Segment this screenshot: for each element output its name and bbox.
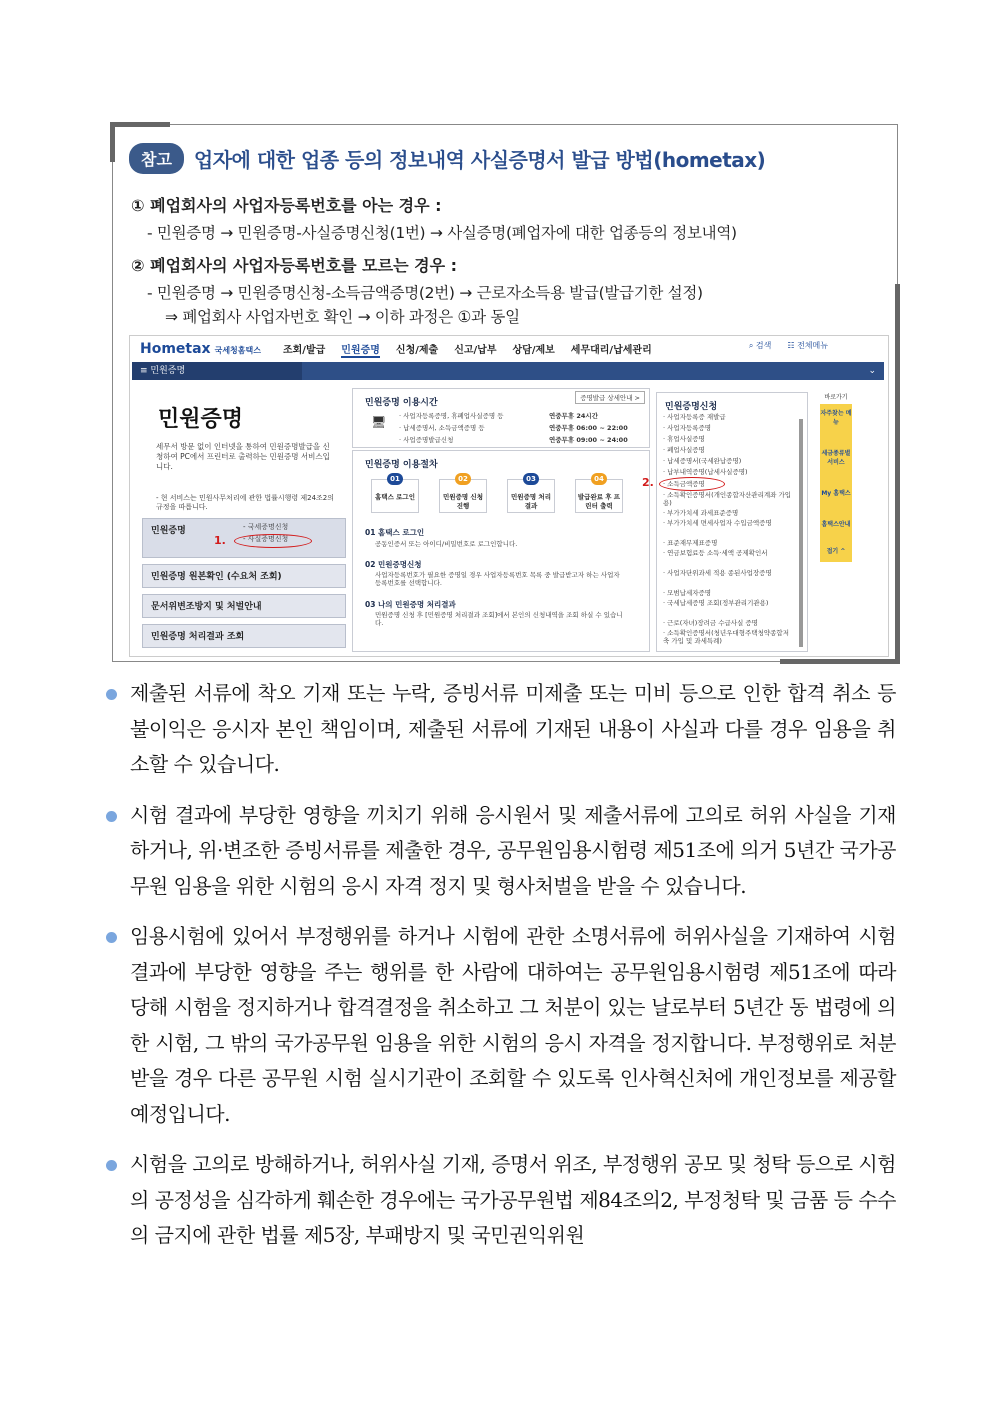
quick-link[interactable]: My 홈택스: [821, 490, 851, 497]
cert-item[interactable]: · 부가가치세 면세사업자 수입금액증명: [663, 519, 772, 527]
cert-item[interactable]: · 납부내역증명(납세사실증명): [663, 468, 748, 476]
procedure-title: 민원증명 이용절차: [365, 460, 438, 470]
menu-result-lookup[interactable]: 민원증명 처리결과 조회: [142, 624, 346, 648]
proc-1-title: 01 홈택스 로그인: [365, 528, 425, 537]
step-2: 민원증명 신청진행: [439, 479, 487, 513]
notice-item: 임용시험에 있어서 부정행위를 하거나 시험에 관한 소명서류에 허위사실을 기재하여 시험결과에 부당한 영향을 주는 행위를 한 사람에 대하여는 공무원임용시험령 제51조에 따라 당해 시험을 정지하거나 합격결정을 취소하고 그 처분이 있는 날로부터 5년간 동 법령에 의한 시험, 그 밖의 국가공무원 임용을 위한 시험의 응시 자격을 정지합니다. 부정행위로 처분받을 경우 다른 공무원 시험 실시기관이 조회할 수 있도록 인사혁신처에 개인정보를 제공할 예정입니다.: [106, 919, 896, 1132]
quick-links-column: [820, 404, 852, 562]
menu-original-check[interactable]: 민원증명 원본확인 (수요처 조회): [142, 564, 346, 588]
cert-item[interactable]: · 부가가치세 과세표준증명: [663, 509, 739, 517]
cert-item[interactable]: · 소득확인증명서(청년우대형주택청약종합저축 가입 및 과세특례): [663, 629, 789, 645]
menu-civil-cert[interactable]: 민원증명 - 국세증명신청 - 사실증명신청: [142, 518, 346, 558]
right-panel-title: 민원증명신청: [665, 402, 718, 412]
time-row-value: 연중무휴 09:00 ~ 24:00: [549, 436, 628, 444]
marker-2: 2.: [642, 476, 654, 489]
quick-links-title: 바로가기: [824, 394, 848, 401]
case2-desc: - 민원증명 → 민원증명신청-소득금액증명(2번) → 근로자소득용 발급(발급기한 설정): [147, 284, 703, 302]
proc-3-text: 민원증명 신청 후 [민원증명 처리결과 조회]에서 본인의 신청내역을 조회 하실 수 있습니다.: [375, 611, 623, 627]
chevron-down-icon[interactable]: ⌄: [868, 366, 876, 376]
cert-item[interactable]: · 폐업사실증명: [663, 446, 705, 454]
time-row-label: · 납세증명서, 소득금액증명 등: [399, 424, 485, 432]
sub-menu-fact-cert[interactable]: - 사실증명신청: [243, 535, 289, 543]
top-right-icons: [749, 340, 828, 351]
quick-link[interactable]: 자주찾는 메뉴: [820, 410, 852, 426]
right-panel: [656, 392, 808, 652]
reference-title: 업자에 대한 업종 등의 정보내역 사실증명서 발급 방법(hometax): [193, 148, 766, 172]
bullet-icon: [106, 689, 117, 700]
quick-link[interactable]: 홈택스안내: [821, 521, 851, 528]
step-1: 홈택스 로그인: [371, 479, 419, 513]
notice-list: [106, 676, 896, 1269]
menu-forgery-guide[interactable]: 문서위변조방지 및 처벌안내: [142, 594, 346, 618]
notice-item: 시험 결과에 부당한 영향을 끼치기 위해 응시원서 및 제출서류에 고의로 허위 사실을 기재하거나, 위·변조한 증빙서류를 제출한 경우, 공무원임용시험령 제51조에 의거 5년간 국가공무원 임용을 위한 시험의 응시 자격 정지 및 형사처벌을 받을 수 있습니다.: [106, 798, 896, 905]
time-row-value: 연중무휴 24시간: [549, 412, 598, 420]
cert-item[interactable]: · 국세납세증명 조회(정부관리기관용): [663, 599, 769, 607]
quick-link[interactable]: 세금종류별 서비스: [821, 450, 851, 466]
collapse-button[interactable]: 접기 ^: [826, 548, 846, 555]
cert-item[interactable]: · 소득확인증명서(개인종합자산관리계좌 가입용): [663, 491, 792, 507]
nav-item-active[interactable]: 민원증명: [341, 341, 380, 358]
cert-item-income[interactable]: · 소득금액증명: [663, 480, 705, 488]
cert-item[interactable]: · 연금보험료등 소득·세액 공제확인서: [663, 549, 768, 557]
step-number: 04: [591, 473, 607, 485]
nav-item[interactable]: 세무대리/납세관리: [570, 344, 652, 356]
menu-select[interactable]: ≡ 민원증명: [132, 362, 302, 380]
cert-item[interactable]: · 근로(자녀)장려금 수급사실 증명: [663, 619, 758, 627]
box-corner-accent: [895, 284, 900, 664]
notice-item: 시험을 고의로 방해하거나, 허위사실 기재, 증명서 위조, 부정행위 공모 및 청탁 등으로 시험의 공정성을 심각하게 훼손한 경우에는 국가공무원법 제84조의2, 부정청탁 및 금품 등 수수의 금지에 관한 법률 제5장, 부패방지 및 국민권익위원: [106, 1147, 896, 1254]
cert-item[interactable]: · 납세증명서(국세완납증명): [663, 457, 742, 465]
time-row-value: 연중무휴 06:00 ~ 22:00: [549, 424, 628, 432]
step-number: 01: [387, 473, 403, 485]
usage-time-box: [352, 388, 650, 448]
proc-2-text: 사업자등록번호가 필요한 증명일 경우 사업자등록번호 목록 중 발급받고자 하는 사업자등록번호를 선택합니다.: [375, 571, 620, 587]
proc-2-title: 02 민원증명신청: [365, 560, 422, 569]
intro-text: 세무서 방문 없이 인터넷을 통하여 민원증명발급을 신청하여 PC에서 프린터로 출력하는 민원증명 서비스입니다.: [156, 442, 330, 471]
monitor-icon: 🖥: [371, 415, 387, 429]
step-3: 민원증명 처리결과: [507, 479, 555, 513]
nav-item[interactable]: 신청/제출: [395, 344, 439, 356]
procedure-box: [352, 450, 650, 652]
proc-1-text: 공동인증서 또는 아이디/비밀번호로 로그인합니다.: [375, 540, 518, 548]
bullet-icon: [106, 1160, 117, 1171]
hometax-screenshot: [129, 335, 889, 657]
notice-item: 제출된 서류에 착오 기재 또는 누락, 증빙서류 미제출 또는 미비 등으로 인한 합격 취소 등 불이익은 응시자 본인 책임이며, 제출된 서류에 기재된 내용이 사실과 다를 경우 임용을 취소할 수 있습니다.: [106, 676, 896, 783]
menu-icon[interactable]: ☷ 전체메뉴: [787, 341, 828, 350]
case2-desc2: ⇒ 폐업회사 사업자번호 확인 → 이하 과정은 ①과 동일: [165, 308, 520, 326]
guide-button[interactable]: 증명발급 상세안내 >: [575, 391, 645, 404]
time-row-label: · 사업자등록증명, 휴폐업사실증명 등: [399, 412, 504, 420]
quick-links: [812, 392, 852, 562]
menu-bar: [132, 362, 884, 380]
scrollbar[interactable]: [799, 419, 803, 647]
middle-panel: [352, 388, 648, 650]
nav-item[interactable]: 신고/납부: [454, 344, 497, 356]
nav-item[interactable]: 조회/발급: [282, 344, 326, 356]
usage-time-title: 민원증명 이용시간: [365, 398, 438, 408]
hometax-nav: [283, 341, 668, 358]
step-number: 03: [523, 473, 539, 485]
reference-box: [112, 124, 898, 662]
highlight-oval: [659, 477, 725, 491]
cert-item[interactable]: · 표준재무제표증명: [663, 539, 718, 547]
search-icon[interactable]: ⌕ 검색: [748, 341, 772, 350]
reference-header: [129, 143, 765, 174]
cert-item[interactable]: · 모범납세자증명: [663, 589, 712, 597]
nav-item[interactable]: 상담/제보: [512, 344, 555, 356]
page-title: 민원증명: [158, 407, 244, 432]
reference-badge: 참고: [129, 143, 184, 174]
case1-desc: - 민원증명 → 민원증명-사실증명신청(1번) → 사실증명(폐업자에 대한 업종등의 정보내역): [147, 224, 737, 242]
bullet-icon: [106, 811, 117, 822]
case1-title: ① 폐업회사의 사업자등록번호를 아는 경우 :: [131, 196, 442, 215]
step-number: 02: [455, 473, 471, 485]
highlight-oval: [234, 534, 312, 548]
cert-item[interactable]: · 사업자단위과세 적용 종된사업장증명: [663, 569, 772, 577]
cert-item[interactable]: · 휴업사실증명: [663, 435, 705, 443]
sub-menu-tax-cert[interactable]: - 국세증명신청: [243, 523, 289, 531]
box-corner-accent: [780, 659, 900, 664]
proc-3-title: 03 나의 민원증명 처리결과: [365, 600, 456, 609]
intro-note: - 현 서비스는 민원사무처리에 관한 법률시행령 제24조2의 규정을 따릅니다.: [156, 494, 335, 511]
case2-title: ② 폐업회사의 사업자등록번호를 모르는 경우 :: [131, 256, 458, 275]
step-4: 발급완료 후 프린터 출력: [575, 479, 623, 513]
time-row-label: · 사업증명발급신청: [399, 436, 454, 444]
cert-item[interactable]: · 사업자등록증 재발급: [663, 413, 726, 421]
cert-item[interactable]: · 사업자등록증명: [663, 424, 712, 432]
hometax-logo: Hometax 국세청홈택스: [140, 341, 261, 357]
hometax-topbar: [130, 336, 888, 362]
marker-1: 1.: [214, 534, 226, 547]
bullet-icon: [106, 932, 117, 943]
left-panel: [134, 386, 344, 652]
